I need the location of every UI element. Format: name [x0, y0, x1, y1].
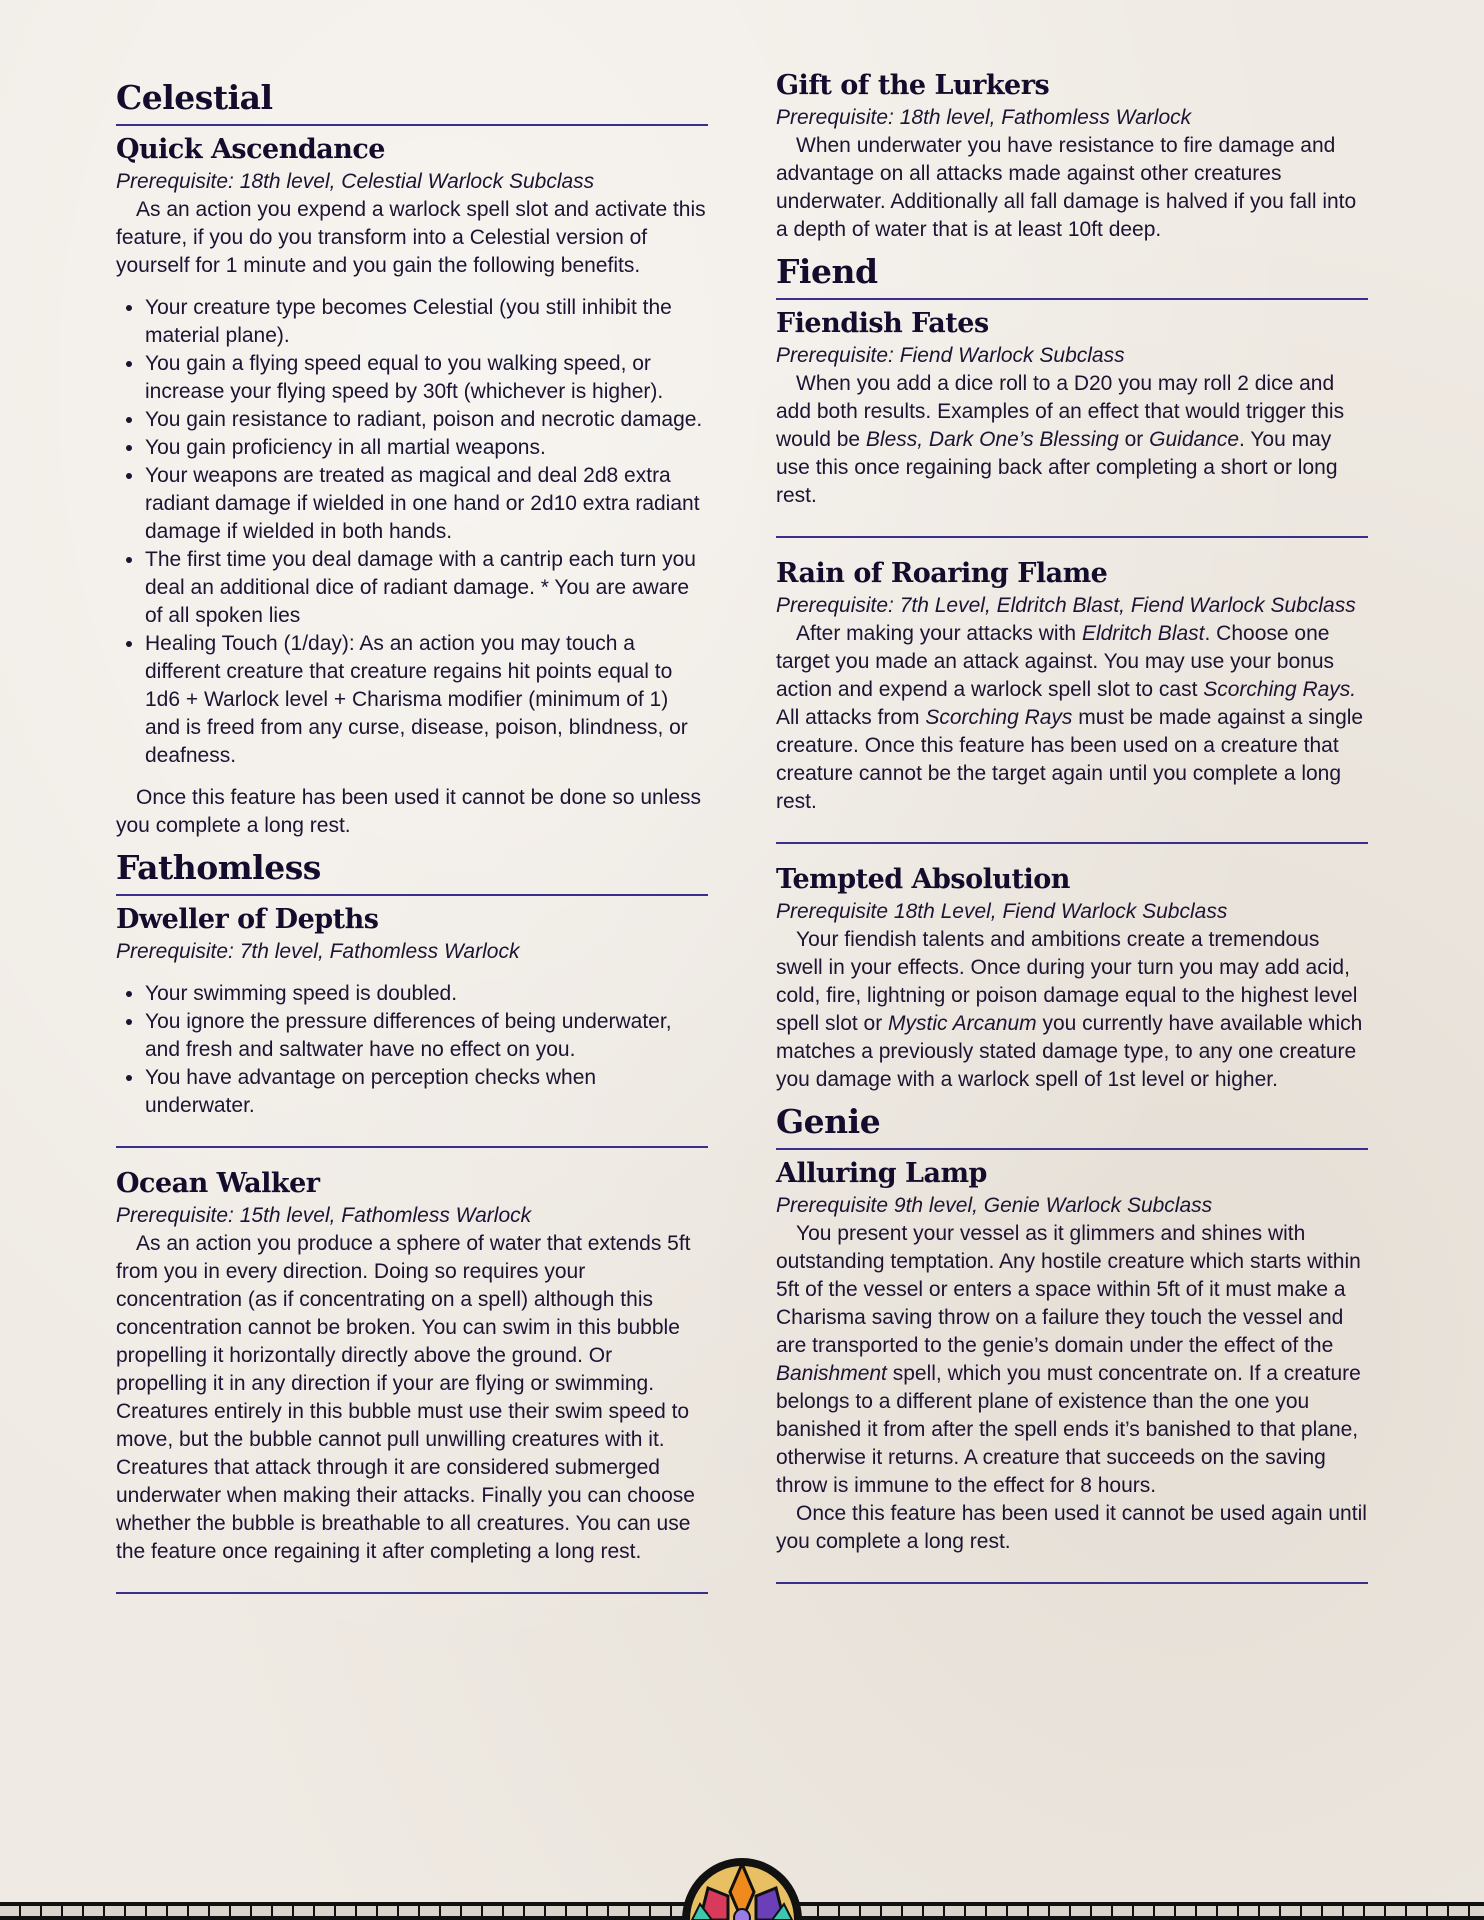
text-run: . Choose one target you made an attack against. You may use your bonus action and expend a warlock spell slot to cast — [776, 622, 1335, 701]
section-divider — [776, 1148, 1368, 1150]
feature-title: Gift of the Lurkers — [776, 70, 1050, 101]
body-paragraph — [116, 1230, 708, 1566]
italic-term: Scorching Rays — [925, 706, 1073, 729]
body-paragraph — [776, 1500, 1368, 1556]
bullet-item: • You have advantage on perception checks when underwater. — [145, 1064, 708, 1120]
text-run: All attacks from — [776, 706, 926, 729]
feature-divider — [116, 1146, 708, 1148]
stained-glass-emblem-icon — [678, 1852, 806, 1920]
text-run: Once this feature has been used it cannot be done so unless you complete a long rest. — [116, 786, 702, 837]
bullet-item: • Your weapons are treated as magical and deal 2d8 extra radiant damage if wielded in one hand or 2d10 extra radiant damage if wielded in both hands. — [145, 462, 708, 546]
bullet-item: • You gain proficiency in all martial weapons. — [145, 434, 708, 462]
bullet-item: • You gain a flying speed equal to you walking speed, or increase your flying speed by 30ft (whichever is higher). — [145, 350, 708, 406]
italic-term: Eldritch Blast — [1081, 622, 1205, 645]
text-run: spell, which you must concentrate on. If a creature belongs to a different plane of existence than the one you banished it from after the spell ends it’s banished to that plane, otherwise it returns. A creature that succeeds on the saving throw is immune to the effect for 8 hours. — [776, 1362, 1361, 1497]
body-paragraph — [776, 370, 1368, 510]
feature-title: Quick Ascendance — [116, 134, 385, 165]
italic-term: Guidance — [1149, 428, 1240, 451]
text-run: Once this feature has been used it cannot be used again until you complete a long rest. — [776, 1502, 1367, 1553]
italic-term: Scorching Rays. — [1203, 678, 1357, 701]
prerequisite-text: Prerequisite: Fiend Warlock Subclass — [776, 344, 1125, 367]
text-run: As an action you produce a sphere of water that extends 5ft from you in every direction. Doing so requires your concentration (as if concentrating on a spell) although this concentration cannot be broken. You can swim in this bubble propelling it horizontally directly above the ground. Or propelling it in any direction if your are flying or swimming. Creatures entirely in this bubble must use their swim speed to move, but the bubble cannot pull unwilling creatures with it. Creatures that attack through it are considered submerged underwater when making their attacks. Finally you can choose whether the bubble is breathable to all creatures. You can use the feature once regaining it after completing a long rest. — [116, 1232, 695, 1563]
left-column — [116, 70, 708, 1612]
text-run: When underwater you have resistance to fire damage and advantage on all attacks made against other creatures underwater. Additionally all fall damage is halved if you fall into a depth of water that is at least 10ft deep. — [776, 134, 1357, 241]
prerequisite-text: Prerequisite 18th Level, Fiend Warlock Subclass — [776, 900, 1228, 923]
body-paragraph — [776, 926, 1368, 1094]
section-divider — [776, 298, 1368, 300]
bullet-item: • The first time you deal damage with a cantrip each turn you deal an additional dice of radiant damage. * You are aware of all spoken lies — [145, 546, 708, 630]
bullet-item: • Healing Touch (1/day): As an action you may touch a different creature that creature regains hit points equal to 1d6 + Warlock level + Charisma modifier (minimum of 1) and is freed from any curse, disease, poison, blindness, or deafness. — [145, 630, 708, 770]
body-paragraph — [116, 784, 708, 840]
feature-title: Ocean Walker — [116, 1168, 320, 1199]
bullet-list — [116, 294, 708, 770]
bullet-item: • You ignore the pressure differences of being underwater, and fresh and saltwater have no effect on you. — [145, 1008, 708, 1064]
prerequisite-text: Prerequisite 9th level, Genie Warlock Subclass — [776, 1194, 1213, 1217]
bullet-item: • Your swimming speed is doubled. — [145, 980, 708, 1008]
bullet-list — [116, 980, 708, 1120]
italic-term: Mystic Arcanum — [888, 1012, 1037, 1035]
text-run: you currently have available which matches a previously stated damage type, to any one creature you damage with a warlock spell of 1st level or higher. — [776, 1012, 1363, 1091]
text-run: After making your attacks with — [796, 622, 1082, 645]
feature-title: Alluring Lamp — [776, 1158, 987, 1189]
bullet-item: • You gain resistance to radiant, poison and necrotic damage. — [145, 406, 708, 434]
text-run: You present your vessel as it glimmers and shines with outstanding temptation. Any hostile creature which starts within 5ft of the vessel or enters a space within 5ft of it must make a Charisma saving throw on a failure they touch the vessel and are transported to the genie’s domain under the effect of the — [776, 1222, 1361, 1357]
section-heading: Fathomless — [116, 848, 321, 887]
prerequisite-text: Prerequisite: 7th Level, Eldritch Blast, Fiend Warlock Subclass — [776, 594, 1356, 617]
right-column — [776, 66, 1368, 1602]
italic-term: Bless, Dark One’s Blessing — [865, 428, 1119, 451]
feature-title: Dweller of Depths — [116, 904, 379, 935]
feature-divider — [776, 536, 1368, 538]
body-paragraph — [776, 132, 1368, 244]
bullet-item: • Your creature type becomes Celestial (you still inhibit the material plane). — [145, 294, 708, 350]
text-run: As an action you expend a warlock spell slot and activate this feature, if you do you transform into a Celestial version of yourself for 1 minute and you gain the following benefits. — [116, 198, 706, 277]
text-run: . You may use this once regaining back after completing a short or long rest. — [776, 428, 1338, 507]
feature-title: Rain of Roaring Flame — [776, 558, 1108, 589]
feature-title: Fiendish Fates — [776, 308, 989, 339]
section-heading: Fiend — [776, 252, 878, 291]
text-run: When you add a dice roll to a D20 you may roll 2 dice and add both results. Examples of an effect that would trigger this would be — [776, 372, 1345, 451]
text-run: Your fiendish talents and ambitions create a tremendous swell in your effects. Once during your turn you may add acid, cold, fire, lightning or poison damage equal to the highest level spell slot or — [776, 928, 1358, 1035]
feature-divider — [116, 1592, 708, 1594]
feature-divider — [776, 1582, 1368, 1584]
feature-title: Tempted Absolution — [776, 864, 1070, 895]
body-paragraph — [776, 620, 1368, 816]
prerequisite-text: Prerequisite: 15th level, Fathomless Warlock — [116, 1204, 532, 1227]
italic-term: Banishment — [776, 1362, 887, 1385]
text-run: must be made against a single creature. Once this feature has been used on a creature that creature cannot be the target again until you complete a long rest. — [776, 706, 1364, 813]
section-heading: Celestial — [116, 78, 273, 117]
section-divider — [116, 124, 708, 126]
prerequisite-text: Prerequisite: 7th level, Fathomless Warlock — [116, 940, 520, 963]
text-run: or — [1118, 428, 1150, 451]
prerequisite-text: Prerequisite: 18th level, Fathomless Warlock — [776, 106, 1192, 129]
feature-divider — [776, 842, 1368, 844]
section-divider — [116, 894, 708, 896]
section-heading: Genie — [776, 1102, 881, 1141]
body-paragraph — [776, 1220, 1368, 1500]
prerequisite-text: Prerequisite: 18th level, Celestial Warlock Subclass — [116, 170, 595, 193]
body-paragraph — [116, 196, 708, 280]
